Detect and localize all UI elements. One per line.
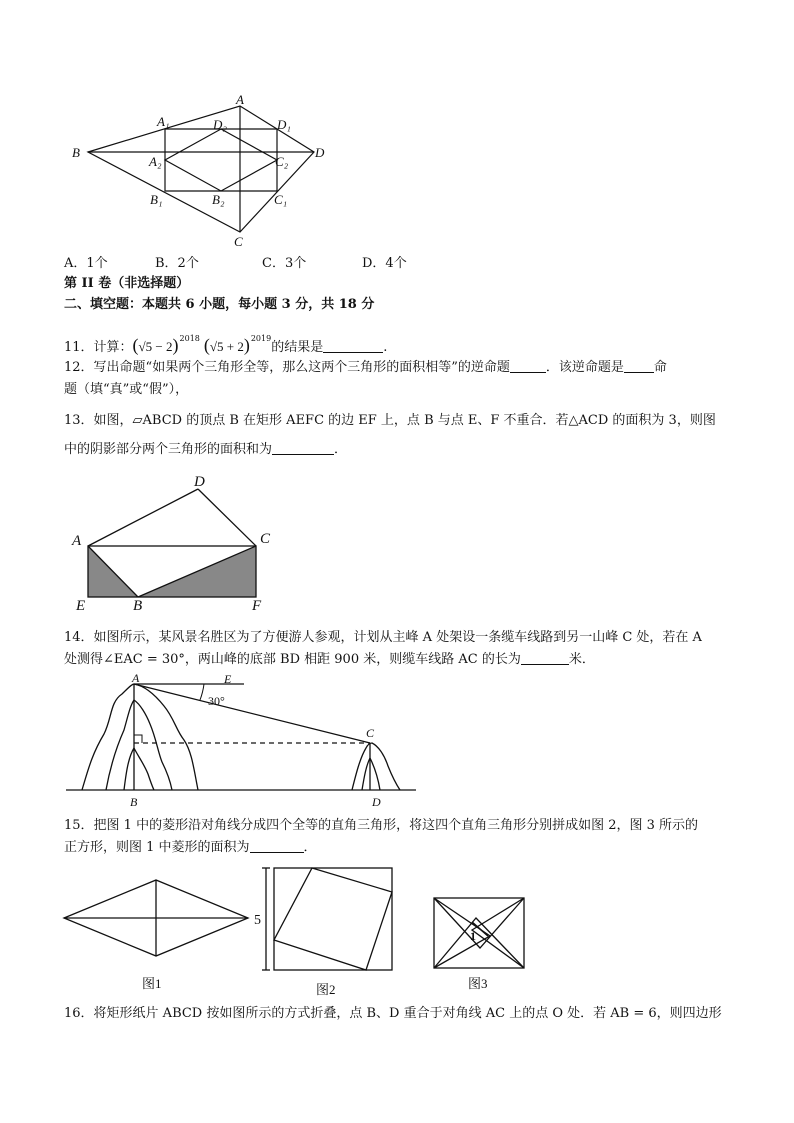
- q14-figure: [66, 674, 426, 810]
- label-B2: B₂: [212, 192, 225, 207]
- q11-suffix: 的结果是: [271, 340, 324, 355]
- section-title: 第 II 卷（非选择题）: [64, 276, 190, 291]
- label-A: A: [236, 92, 244, 107]
- label-E: E: [76, 598, 86, 614]
- mountain-c-outer: [352, 743, 400, 790]
- q15-line2: [64, 836, 317, 860]
- label-C: C: [366, 726, 375, 740]
- q11-exp1: 2018: [179, 334, 200, 343]
- q13-text-c: 中的阴影部分两个三角形的面积和为: [64, 442, 273, 457]
- q12-blank1[interactable]: [510, 358, 546, 373]
- q13-answer-blank[interactable]: [272, 440, 334, 455]
- q11-exp2: 2019: [250, 334, 272, 343]
- label-D1: D₁: [277, 117, 291, 132]
- label-B: B: [133, 598, 143, 614]
- mountain-c-inner: [362, 758, 380, 790]
- label-B: B: [130, 795, 138, 809]
- q10-option-c: C．3个: [262, 256, 307, 271]
- fig2-caption: 图2: [316, 982, 336, 997]
- fig1-caption: 图1: [142, 976, 162, 991]
- q15-text-b: ．: [303, 840, 317, 855]
- label-E: E: [224, 674, 232, 686]
- right-angle-mark: [134, 735, 142, 743]
- q11-end: .: [383, 340, 388, 355]
- q11: 11．计算：$(√5 - 2)^{2018}$ $(√5 + 2)^{2019}$的结果是 .: [64, 334, 388, 355]
- fig2-outer-square: [274, 868, 392, 970]
- label-F: F: [252, 598, 262, 614]
- q13-line1: [64, 408, 716, 433]
- mountain-a-outer: [82, 684, 198, 790]
- part2-title: 二、填空题：本题共 6 小题，每小题 3 分，共 18 分: [64, 297, 375, 312]
- label-A: A: [132, 674, 140, 685]
- q15-answer-blank[interactable]: [250, 838, 304, 853]
- fig3-tri-top: [434, 898, 524, 948]
- fig2-inner-square: [274, 868, 392, 970]
- q12-line2: 题（填“真”或“假”），: [64, 382, 189, 397]
- q15-figures: [60, 862, 540, 1002]
- q13-text-d: ．: [334, 442, 348, 457]
- rhombus-a2b2c2d2: [165, 129, 277, 191]
- q14-line1: 14．如图所示，某风景名胜区为了方便游人参观，计划从主峰 A 处架设一条缆车线路到另一山峰 C 处，若在 A: [64, 630, 702, 645]
- q10-option-b: B．2个: [155, 256, 199, 271]
- q12-text-a: 12．写出命题“如果两个三角形全等，那么这两个三角形的面积相等”的逆命题: [64, 360, 510, 375]
- q15-text-a: 正方形，则图 1 中菱形的面积为: [64, 840, 250, 855]
- label-C: C: [234, 234, 243, 249]
- q16-line1: 16．将矩形纸片 ABCD 按如图所示的方式折叠，点 B、D 重合于对角线 AC 上的点 O 处．若 AB = 6，则四边形: [64, 1006, 722, 1021]
- q15-line1: 15．把图 1 中的菱形沿对角线分成四个全等的直角三角形，将这四个直角三角形分别拼成如图 2，图 3 所示的: [64, 818, 699, 833]
- q12-blank2[interactable]: [624, 358, 654, 373]
- q14-answer-blank[interactable]: [521, 650, 569, 665]
- q12-text-b: ．该逆命题是: [545, 360, 624, 375]
- label-D2: D₂: [213, 117, 227, 132]
- fig3-tri-right: [472, 898, 524, 968]
- mountain-a-inner: [106, 700, 172, 790]
- fig3-inner-label: 1: [470, 929, 476, 943]
- label-B1: B₁: [150, 192, 163, 207]
- q11-answer-blank[interactable]: [323, 338, 383, 353]
- label-angle-30: 30°: [208, 694, 225, 708]
- q13-line2: [64, 438, 347, 462]
- q10-option-d: D．4个: [362, 256, 407, 271]
- label-C: C: [260, 531, 271, 547]
- rect-a1d1c1b1: [165, 129, 277, 191]
- q14-text-a: 处测得∠EAC = 30°，两山峰的底部 BD 相距 900 米，则缆车线路 AC 的长为: [64, 652, 521, 667]
- parallelogram-symbol: ▱: [132, 412, 143, 427]
- angle-arc: [200, 684, 204, 700]
- label-D: D: [194, 474, 205, 490]
- label-B: B: [72, 145, 80, 160]
- q11-base1: √5 − 2: [138, 339, 173, 354]
- label-C1: C₁: [274, 192, 288, 207]
- seg-dc: [198, 489, 256, 546]
- q12-line1: [64, 356, 667, 380]
- label-D: D: [372, 795, 381, 809]
- mountain-a-core: [124, 748, 154, 790]
- q10-figure: [62, 92, 342, 252]
- fig2-side-label: 5: [254, 913, 261, 928]
- q10-option-a: A．1个: [64, 256, 108, 271]
- label-A1: A₁: [157, 114, 170, 129]
- q11-prefix: 11．计算：: [64, 340, 133, 355]
- q11-base2: √5 + 2: [209, 339, 244, 354]
- label-A: A: [72, 533, 82, 549]
- q14-text-b: 米．: [568, 652, 595, 667]
- label-D: D: [315, 145, 325, 160]
- label-A2: A₂: [149, 154, 162, 169]
- label-C2: C₂: [275, 154, 289, 169]
- fig3-caption: 图3: [468, 976, 488, 991]
- q13-text-b: ABCD 的顶点 B 在矩形 AEFC 的边 EF 上，点 B 与点 E、F 不重合．若△ACD 的面积为 3，则图: [142, 413, 716, 428]
- seg-ad: [88, 489, 198, 546]
- q13-text-a: 13．如图，: [64, 413, 133, 428]
- q14-line2: [64, 648, 595, 672]
- q13-figure: [70, 472, 290, 614]
- q12-text-c: 命: [653, 360, 667, 375]
